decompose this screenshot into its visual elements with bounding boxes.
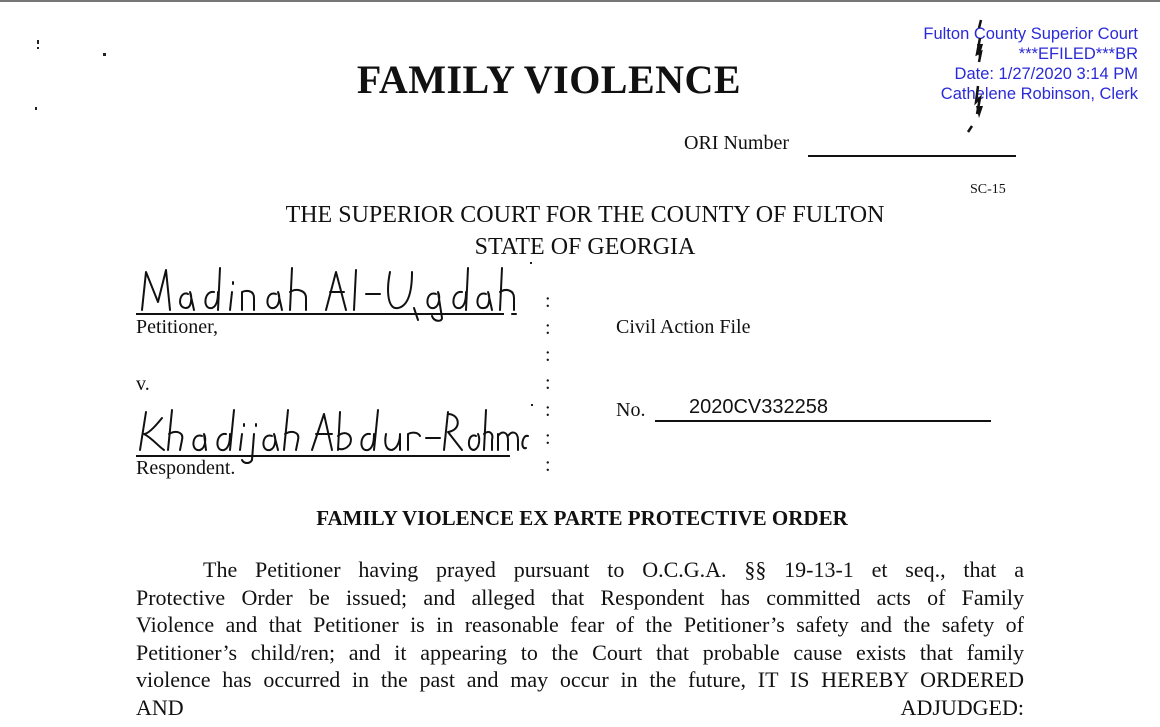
efile-clerk: Cathelene Robinson, Clerk [940,85,1138,103]
separator-colon: : [545,454,551,476]
court-state: STATE OF GEORGIA [474,234,696,260]
stamp-pen-mark [950,14,1000,134]
separator-colon: : [545,372,551,394]
body-line: AND ADJUDGED: [136,694,1024,720]
body-line: The Petitioner having prayed pursuant to O.C.G.A. §§ 19-13-1 et seq., that a [203,557,1024,582]
ori-number-label: ORI Number [684,132,789,154]
separator-colon: : [545,344,551,366]
efile-date: Date: 1/27/2020 3:14 PM [954,65,1138,83]
separator-colon: : [545,427,551,449]
separator-colon: : [545,290,551,312]
case-number-label: No. [616,399,646,421]
court-name: THE SUPERIOR COURT FOR THE COUNTY OF FULTON [285,202,885,228]
body-line: Petitioner’s child/ren; and it appearing to the Court that probable cause exists that family [136,639,1024,665]
page-top-border [0,0,1160,2]
document-title: FAMILY VIOLENCE [356,57,742,102]
form-code: SC-15 [970,182,1006,197]
body-line: Protective Order be issued; and alleged that Respondent has committed acts of Family [136,584,1024,610]
versus-label: v. [136,373,150,395]
respondent-label: Respondent. [136,457,236,479]
body-line: violence has occurred in the past and may occur in the future, IT IS HEREBY ORDERED [136,667,1024,693]
ori-number-field [808,155,1016,157]
petitioner-label: Petitioner, [136,316,218,338]
civil-action-label: Civil Action File [616,316,751,338]
separator-colon: : [545,399,551,421]
separator-colon: : [545,317,551,339]
body-line: Violence and that Petitioner is in reasonable fear of the Petitioner’s safety and the safety of [136,612,1024,638]
petitioner-signature-line [136,313,504,315]
efile-court: Fulton County Superior Court [923,25,1138,43]
order-title: FAMILY VIOLENCE EX PARTE PROTECTIVE ORDER [316,506,848,530]
efile-status: ***EFILED***BR [1018,45,1138,63]
order-body [136,556,1024,722]
case-number-line [655,420,991,422]
case-number: 2020CV332258 [689,396,829,418]
